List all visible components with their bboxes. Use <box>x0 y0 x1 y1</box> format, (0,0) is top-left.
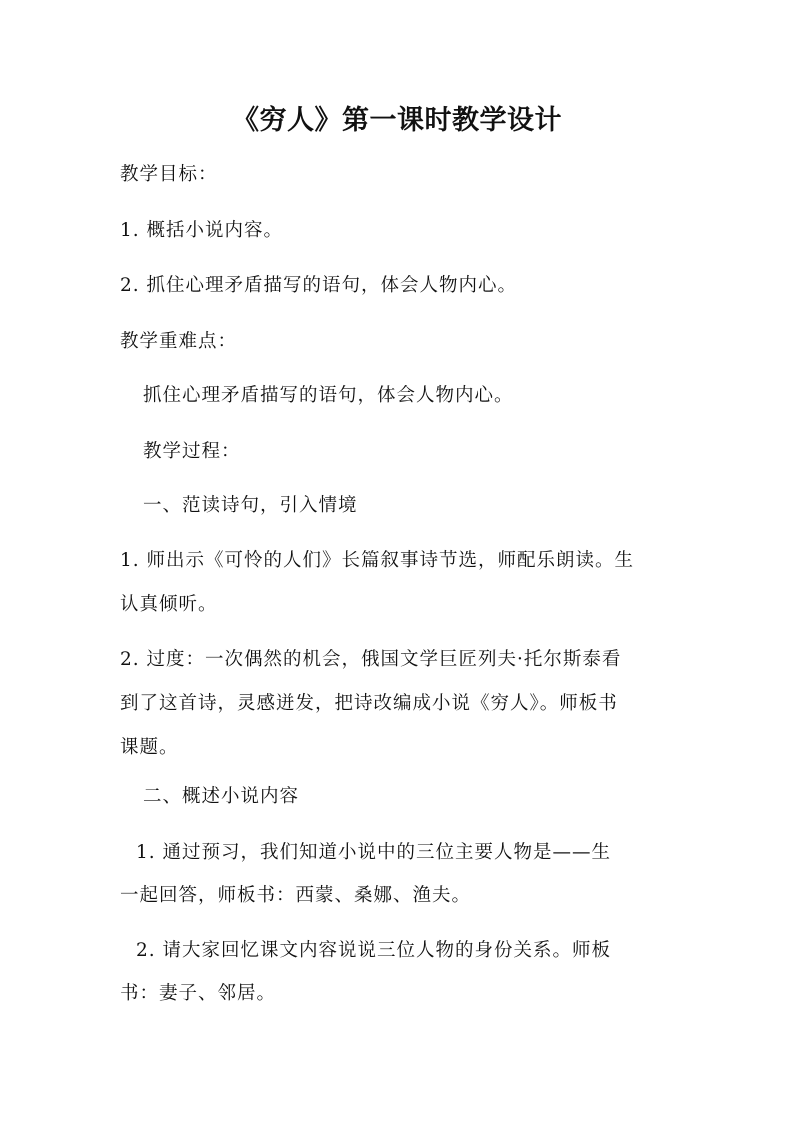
section-heading-objectives: 教学目标： <box>120 164 218 185</box>
paragraph-line: 2. 请大家回忆课文内容说说三位人物的身份关系。师板 <box>136 940 612 961</box>
paragraph-line: 到了这首诗，灵感迸发，把诗改编成小说《穷人》。师板书 <box>120 693 618 714</box>
paragraph-line: 一起回答，师板书：西蒙、桑娜、渔夫。 <box>120 885 472 906</box>
section-heading-key-points: 教学重难点： <box>120 331 238 352</box>
objective-item-2: 2. 抓住心理矛盾描写的语句，体会人物内心。 <box>120 275 518 296</box>
paragraph-line: 认真倾听。 <box>120 594 218 615</box>
process-step-1-heading: 一、范读诗句，引入情境 <box>143 495 358 516</box>
paragraph-line: 1. 师出示《可怜的人们》长篇叙事诗节选，师配乐朗读。生 <box>120 550 635 571</box>
document-title: 《穷人》第一课时教学设计 <box>232 105 562 136</box>
section-heading-process: 教学过程： <box>143 441 241 462</box>
paragraph-line: 书：妻子、邻居。 <box>120 983 277 1004</box>
paragraph-line: 1. 通过预习，我们知道小说中的三位主要人物是——生 <box>136 842 612 863</box>
process-step-2-heading: 二、概述小说内容 <box>143 786 300 807</box>
paragraph-line: 课题。 <box>120 737 179 758</box>
paragraph-line: 2. 过度：一次偶然的机会，俄国文学巨匠列夫·托尔斯泰看 <box>120 649 622 670</box>
objective-item-1: 1. 概括小说内容。 <box>120 220 284 241</box>
key-point-text: 抓住心理矛盾描写的语句，体会人物内心。 <box>143 385 514 406</box>
